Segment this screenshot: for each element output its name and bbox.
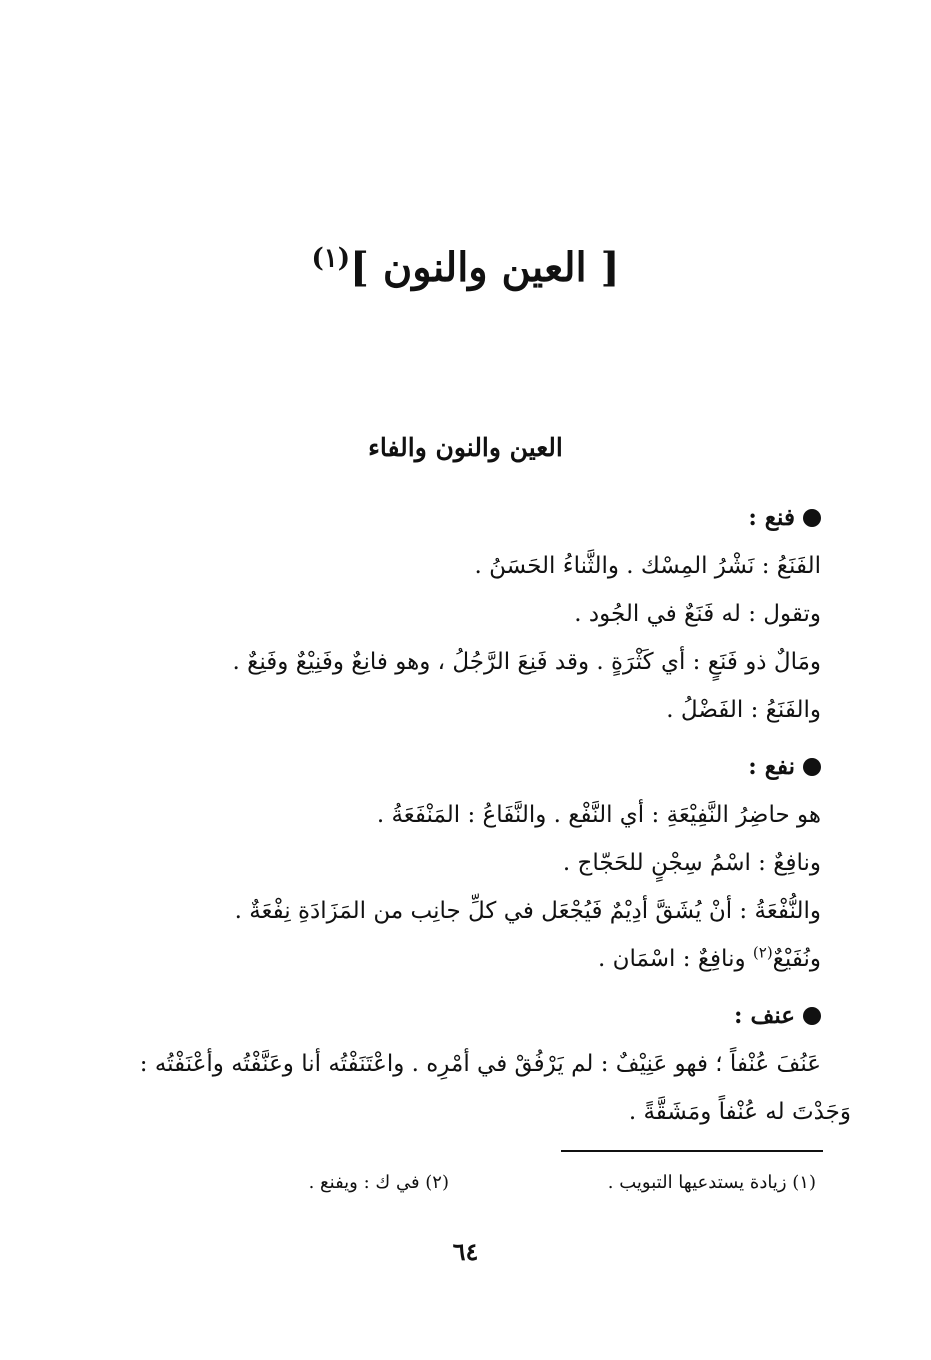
entry-fana bbox=[101, 494, 821, 734]
entry-line: عَنُفَ عُنْفاً ؛ فهو عَنِيْفٌ : لم يَرْفُقْ في أمْرِه . واعْتَنَفْتُه أنا وعَنَّفْتُه وأعْنَفْتُه : bbox=[139, 1051, 821, 1077]
entry-line bbox=[101, 935, 821, 983]
entry-head bbox=[101, 992, 821, 1040]
entry-head-label: عنف : bbox=[734, 1002, 795, 1029]
section-title: العين والنون والفاء bbox=[368, 433, 563, 462]
footnote-mark: (٢) bbox=[752, 943, 773, 962]
entry-line: والفَنَعُ : الفَضْلُ . bbox=[666, 697, 821, 723]
footnote-2: (٢) في ك : ويفنع . bbox=[308, 1172, 449, 1193]
entry-nafa bbox=[101, 743, 821, 983]
entry-anuf bbox=[101, 992, 851, 1136]
entry-head-label: فنع : bbox=[748, 504, 795, 531]
entry-line: وَجَدْتَ له عُنْفاً ومَشَقَّةً . bbox=[628, 1099, 851, 1125]
entry-head-label: نفع : bbox=[748, 753, 795, 780]
page-number: ٦٤ bbox=[452, 1237, 479, 1266]
chapter-footnote-mark: (١) bbox=[311, 243, 351, 274]
entry-line: وتقول : له فَنَعٌ في الجُود . bbox=[574, 601, 821, 627]
entry-line-start: ونُفَيْعٌ bbox=[772, 946, 821, 972]
chapter-title-text: [ العين والنون ] bbox=[350, 244, 620, 291]
footnote-1: (١) زيادة يستدعيها التبويب . bbox=[607, 1172, 816, 1193]
bullet-icon bbox=[803, 1007, 821, 1025]
bullet-icon bbox=[803, 509, 821, 527]
chapter-title bbox=[0, 238, 931, 298]
entry-line: والنُّفْعَةُ : أنْ يُشَقَّ أدِيْمٌ فَيُجْعَل في كلِّ جانِب من المَزَادَةِ نِفْعَةٌ . bbox=[234, 898, 821, 924]
entry-head bbox=[101, 494, 821, 542]
entry-line: الفَنَعُ : نَشْرُ المِسْك . والثَّناءُ الحَسَنُ . bbox=[474, 553, 821, 579]
bullet-icon bbox=[803, 758, 821, 776]
footnote-divider bbox=[561, 1150, 823, 1152]
entry-line-end: ونافِعٌ : اسْمَان . bbox=[597, 946, 753, 972]
entry-line: هو حاضِرُ النَّفِيْعَةِ : أي النَّفْع . والنَّفَاعُ : المَنْفَعَةُ . bbox=[376, 802, 821, 828]
entry-head bbox=[101, 743, 821, 791]
entry-line: ومَالٌ ذو فَنَعٍ : أي كَثْرَةٍ . وقد فَنِعَ الرَّجُلُ ، وهو فانِعٌ وفَنِيْعٌ وفَنِعٌ . bbox=[232, 649, 821, 675]
entry-line: ونافِعٌ : اسْمُ سِجْنٍ للحَجّاج . bbox=[562, 850, 821, 876]
dictionary-entries bbox=[101, 494, 851, 1145]
